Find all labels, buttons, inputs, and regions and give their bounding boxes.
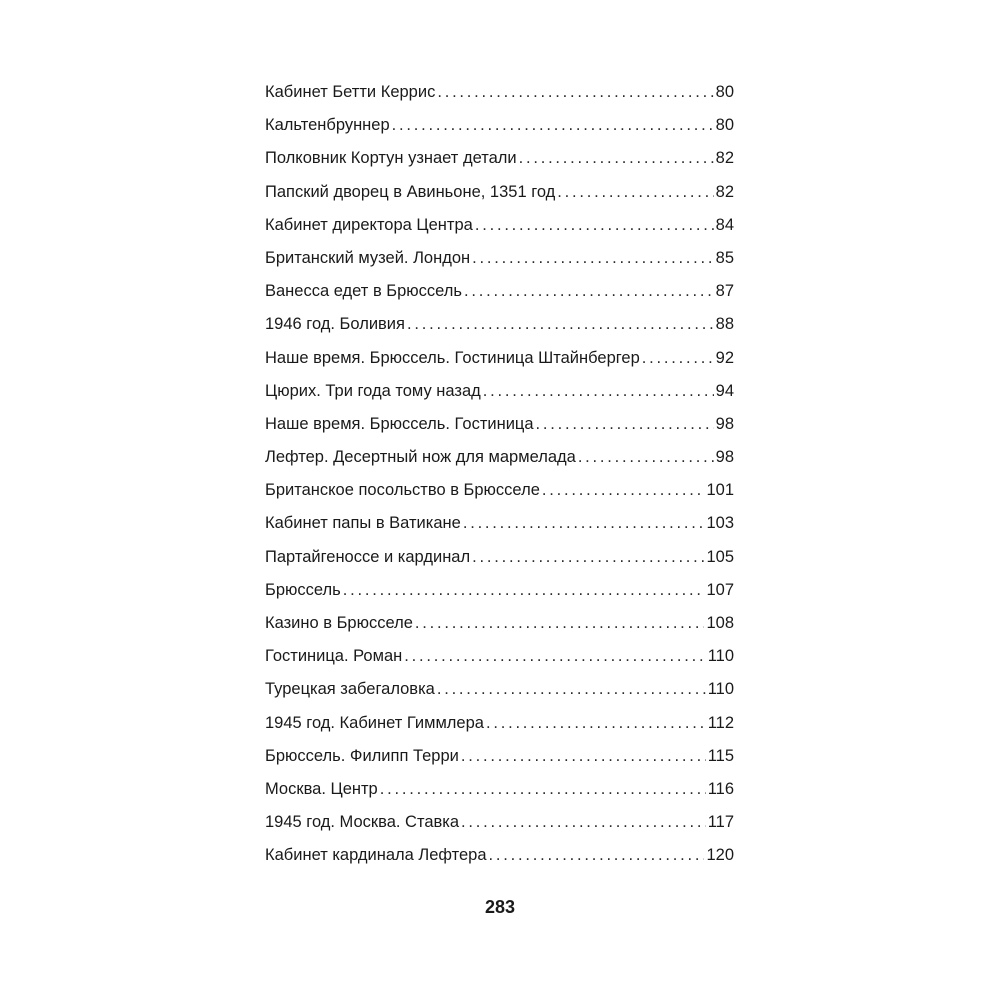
toc-entry-title: Наше время. Брюссель. Гостиница Штайнбергер: [265, 348, 640, 367]
toc-dot-leader: [380, 773, 706, 806]
toc-entry-title: 1945 год. Москва. Ставка: [265, 813, 460, 832]
toc-dot-leader: [519, 142, 714, 175]
toc-entry-page: 107: [706, 580, 734, 599]
toc-entry-page: 80: [715, 83, 734, 101]
toc-entry-page: 82: [715, 182, 734, 201]
toc-entry-title: Брюссель. Филипп Терри: [265, 746, 459, 765]
toc-entry-title: Кальтенбруннер: [265, 116, 390, 135]
toc-entry-title: Папский дворец в Авиньоне, 1351 год: [265, 182, 556, 201]
toc-entry-title: Британский музей. Лондон: [265, 248, 471, 267]
toc-entry: [265, 375, 734, 408]
toc-entry-page: 80: [715, 116, 734, 135]
toc-entry-title: Цюрих. Три года тому назад: [265, 381, 481, 400]
toc-dot-leader: [489, 839, 705, 872]
toc-entry: [265, 541, 734, 574]
toc-dot-leader: [392, 109, 714, 142]
toc-entry-page: 94: [715, 381, 734, 400]
toc-entry-title: 1946 год. Боливия: [265, 315, 405, 334]
toc-entry: [265, 640, 734, 673]
toc-dot-leader: [486, 707, 706, 740]
toc-dot-leader: [483, 375, 714, 408]
toc-entry-page: 88: [715, 315, 734, 334]
toc-dot-leader: [642, 342, 714, 375]
toc-entry: [265, 574, 734, 607]
toc-entry-title: Кабинет папы в Ватикане: [265, 514, 461, 533]
toc-entry-page: 105: [706, 547, 734, 566]
toc-entry-title: Наше время. Брюссель. Гостиница: [265, 414, 534, 433]
toc-entry-page: 101: [706, 481, 734, 500]
toc-entry-title: Гостиница. Роман: [265, 647, 403, 666]
toc-entry: [265, 707, 734, 740]
toc-entry-page: 120: [706, 846, 734, 865]
toc-entry: [265, 176, 734, 209]
toc-entry-title: Полковник Кортун узнает детали: [265, 149, 517, 168]
toc-entry: [265, 441, 734, 474]
toc-entry-page: 92: [715, 348, 734, 367]
toc-entry-title: Кабинет кардинала Лефтера: [265, 846, 487, 865]
toc-entry-page: 110: [707, 647, 734, 666]
toc-dot-leader: [578, 441, 714, 474]
toc-dot-leader: [463, 507, 705, 540]
toc-entry-page: 82: [715, 149, 734, 168]
toc-entry-title: Кабинет Бетти Керрис: [265, 83, 436, 101]
toc-entry-title: Брюссель: [265, 580, 341, 599]
toc-entry-page: 87: [715, 282, 734, 301]
toc-entry: [265, 408, 734, 441]
toc-entry: [265, 740, 734, 773]
toc-dot-leader: [557, 176, 713, 209]
toc-entry: [265, 142, 734, 175]
toc-entry-page: 115: [707, 746, 734, 765]
toc-dot-leader: [475, 209, 714, 242]
toc-entry: [265, 242, 734, 275]
toc-entry-page: 112: [707, 713, 734, 732]
toc-dot-leader: [542, 474, 705, 507]
toc-dot-leader: [415, 607, 705, 640]
toc-dot-leader: [407, 308, 714, 341]
toc-entry-title: Лефтер. Десертный нож для мармелада: [265, 448, 576, 467]
toc-entry-title: Казино в Брюсселе: [265, 614, 413, 632]
toc-entry: [265, 474, 734, 507]
toc-entry-page: 117: [707, 813, 734, 832]
toc-entry: [265, 607, 734, 640]
toc-entry-title: Кабинет директора Центра: [265, 215, 473, 234]
toc-entry-title: Турецкая забегаловка: [265, 680, 435, 699]
toc-dot-leader: [461, 740, 706, 773]
toc-entry: [265, 839, 734, 872]
toc-entry-page: 98: [715, 414, 734, 433]
toc-dot-leader: [437, 673, 706, 706]
toc-entry: [265, 308, 734, 341]
toc-entry-page: 103: [706, 514, 734, 533]
toc-entry: [265, 109, 734, 142]
toc-entry-title: Москва. Центр: [265, 779, 378, 798]
table-of-contents: [265, 76, 734, 873]
toc-dot-leader: [461, 806, 706, 839]
toc-entry-title: 1945 год. Кабинет Гиммлера: [265, 713, 484, 732]
toc-entry: [265, 275, 734, 308]
toc-dot-leader: [464, 275, 714, 308]
toc-entry: [265, 673, 734, 706]
toc-entry-title: Британское посольство в Брюсселе: [265, 481, 540, 500]
toc-dot-leader: [437, 76, 713, 109]
toc-entry-title: Партайгеноссе и кардинал: [265, 547, 471, 566]
toc-entry: [265, 76, 734, 109]
toc-entry-page: 85: [715, 248, 734, 267]
toc-entry-page: 84: [715, 215, 734, 234]
toc-entry-title: Ванесса едет в Брюссель: [265, 282, 463, 301]
toc-entry-page: 110: [707, 680, 734, 699]
toc-entry: [265, 507, 734, 540]
toc-dot-leader: [404, 640, 705, 673]
page-number: 283: [484, 897, 516, 917]
toc-dot-leader: [343, 574, 705, 607]
toc-entry: [265, 209, 734, 242]
toc-entry-page: 98: [715, 448, 734, 467]
toc-dot-leader: [472, 242, 714, 275]
toc-entry: [265, 342, 734, 375]
toc-dot-leader: [536, 408, 714, 441]
toc-entry: [265, 806, 734, 839]
toc-entry-page: 116: [707, 779, 734, 798]
toc-entry-page: 108: [706, 614, 734, 632]
toc-dot-leader: [472, 541, 704, 574]
toc-entry: [265, 773, 734, 806]
